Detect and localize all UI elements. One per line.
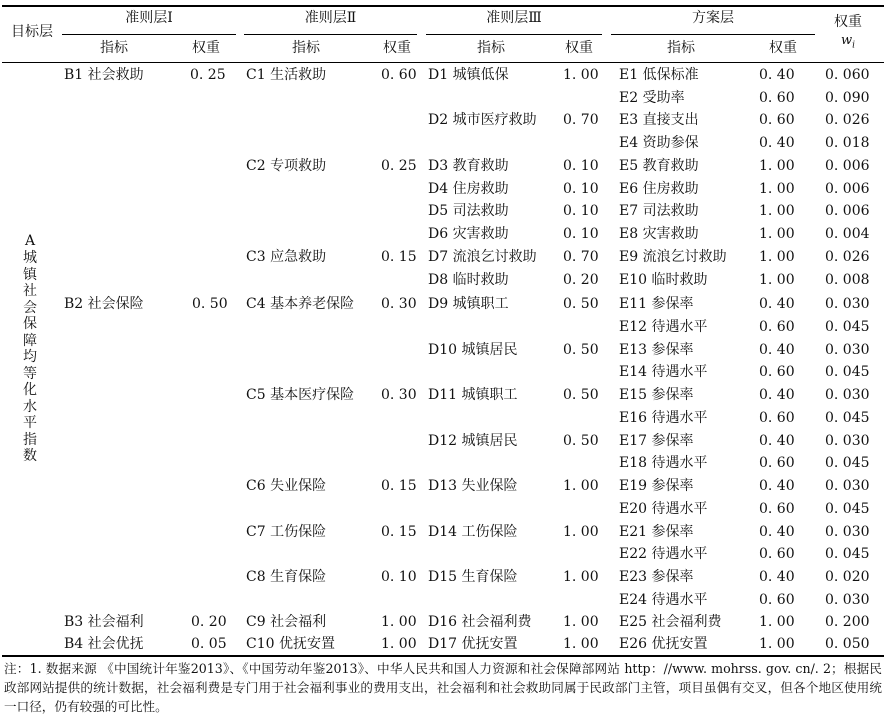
d2-label: D2 城市医疗救助 bbox=[428, 112, 537, 128]
e24-weight: 0. 60 bbox=[759, 592, 795, 608]
header-plan: 方案层 bbox=[692, 10, 734, 26]
header-level3: 准则层Ⅲ bbox=[486, 10, 542, 26]
e16-wi: 0. 045 bbox=[825, 410, 870, 426]
e8-label: E8 灾害救助 bbox=[619, 226, 699, 242]
table-footnote: 注：1. 数据来源 《中国统计年鉴2013》、《中国劳动年鉴2013》、中华人民共和国人力资源和社会保障部网站 http：//www. mohrss. gov. cn/. 2；根据民政部网站提供的统计数据，社会福利费是专门用于社会福利事业的费用支出，社会福利和社会救助同属于民政部门主管，项目虽偶有交叉，但各个地区使用统一口径，仍有较强的可比性。 bbox=[4, 661, 882, 714]
b4-weight: 0. 05 bbox=[191, 636, 227, 652]
d4-weight: 0. 10 bbox=[563, 181, 599, 197]
plan-underline bbox=[611, 34, 815, 35]
e11-wi: 0. 030 bbox=[825, 296, 870, 312]
e13-label: E13 参保率 bbox=[619, 342, 694, 358]
d7-weight: 0. 70 bbox=[563, 249, 599, 265]
d11-weight: 0. 50 bbox=[563, 387, 599, 403]
c2-label: C2 专项救助 bbox=[246, 158, 327, 174]
d15-label: D15 生育保险 bbox=[428, 569, 518, 585]
c6-label: C6 失业保险 bbox=[246, 478, 327, 494]
e18-wi: 0. 045 bbox=[825, 455, 870, 471]
e12-weight: 0. 60 bbox=[759, 319, 795, 335]
e17-weight: 0. 40 bbox=[759, 433, 795, 449]
c10-label: C10 优抚安置 bbox=[246, 636, 335, 652]
e5-label: E5 教育救助 bbox=[619, 158, 699, 174]
b4-label: B4 社会优抚 bbox=[64, 636, 144, 652]
c5-weight: 0. 30 bbox=[381, 387, 417, 403]
c7-weight: 0. 15 bbox=[381, 524, 417, 540]
b2-weight: 0. 50 bbox=[192, 296, 228, 312]
b1-weight: 0. 25 bbox=[190, 67, 226, 83]
d7-label: D7 流浪乞讨救助 bbox=[428, 249, 537, 265]
subheader-b-indicator: 指标 bbox=[100, 40, 128, 56]
e21-weight: 0. 40 bbox=[759, 524, 795, 540]
e5-weight: 1. 00 bbox=[759, 158, 795, 174]
c4-weight: 0. 30 bbox=[381, 296, 417, 312]
d13-label: D13 失业保险 bbox=[428, 478, 518, 494]
e16-weight: 0. 60 bbox=[759, 410, 795, 426]
e13-wi: 0. 030 bbox=[825, 342, 870, 358]
b2-label: B2 社会保险 bbox=[64, 296, 144, 312]
header-weight-symbol bbox=[823, 33, 873, 54]
e26-label: E26 优抚安置 bbox=[619, 636, 708, 652]
b3-label: B3 社会福利 bbox=[64, 614, 144, 630]
e21-wi: 0. 030 bbox=[825, 524, 870, 540]
subheader-c-weight: 权重 bbox=[383, 40, 411, 56]
e17-label: E17 参保率 bbox=[619, 433, 694, 449]
e4-wi: 0. 018 bbox=[825, 135, 870, 151]
level3-underline bbox=[426, 34, 602, 35]
e25-wi: 0. 200 bbox=[825, 614, 870, 630]
d14-weight: 1. 00 bbox=[563, 524, 599, 540]
c2-weight: 0. 25 bbox=[381, 158, 417, 174]
c10-weight: 1. 00 bbox=[381, 636, 417, 652]
target-code: A bbox=[24, 233, 36, 249]
d6-weight: 0. 10 bbox=[563, 226, 599, 242]
e9-label: E9 流浪乞讨救助 bbox=[619, 249, 727, 265]
e20-label: E20 待遇水平 bbox=[619, 501, 708, 517]
e17-wi: 0. 030 bbox=[825, 433, 870, 449]
c9-weight: 1. 00 bbox=[381, 614, 417, 630]
e3-wi: 0. 026 bbox=[825, 112, 870, 128]
subheader-e-indicator: 指标 bbox=[667, 40, 695, 56]
target-name: 城镇社会保障均等化水平指数 bbox=[23, 250, 37, 464]
c3-weight: 0. 15 bbox=[381, 249, 417, 265]
e23-weight: 0. 40 bbox=[759, 569, 795, 585]
d2-weight: 0. 70 bbox=[563, 112, 599, 128]
e6-wi: 0. 006 bbox=[825, 181, 870, 197]
e19-label: E19 参保率 bbox=[619, 478, 694, 494]
e7-weight: 1. 00 bbox=[759, 203, 795, 219]
e2-wi: 0. 090 bbox=[825, 90, 870, 106]
e4-label: E4 资助参保 bbox=[619, 135, 699, 151]
e2-label: E2 受助率 bbox=[619, 90, 685, 106]
weight-symbol-subscript: i bbox=[852, 40, 856, 51]
header-weight: 权重 bbox=[834, 14, 862, 30]
e22-wi: 0. 045 bbox=[825, 546, 870, 562]
e14-wi: 0. 045 bbox=[825, 364, 870, 380]
e1-wi: 0. 060 bbox=[825, 67, 870, 83]
table-top-rule bbox=[2, 5, 884, 7]
subheader-e-weight: 权重 bbox=[769, 40, 797, 56]
e15-label: E15 参保率 bbox=[619, 387, 694, 403]
e20-wi: 0. 045 bbox=[825, 501, 870, 517]
d16-weight: 1. 00 bbox=[563, 614, 599, 630]
subheader-b-weight: 权重 bbox=[192, 40, 220, 56]
e18-weight: 0. 60 bbox=[759, 455, 795, 471]
e25-label: E25 社会福利费 bbox=[619, 614, 722, 630]
e13-weight: 0. 40 bbox=[759, 342, 795, 358]
e18-label: E18 待遇水平 bbox=[619, 455, 708, 471]
d9-label: D9 城镇职工 bbox=[428, 296, 509, 312]
c1-weight: 0. 60 bbox=[381, 67, 417, 83]
e20-weight: 0. 60 bbox=[759, 501, 795, 517]
c8-label: C8 生育保险 bbox=[246, 569, 327, 585]
d1-weight: 1. 00 bbox=[563, 67, 599, 83]
header-target-layer: 目标层 bbox=[11, 24, 53, 40]
e16-label: E16 待遇水平 bbox=[619, 410, 708, 426]
b1-label: B1 社会救助 bbox=[64, 67, 144, 83]
table-bottom-rule bbox=[2, 655, 884, 657]
e22-weight: 0. 60 bbox=[759, 546, 795, 562]
c9-label: C9 社会福利 bbox=[246, 614, 327, 630]
e15-weight: 0. 40 bbox=[759, 387, 795, 403]
e2-weight: 0. 60 bbox=[759, 90, 795, 106]
d3-label: D3 教育救助 bbox=[428, 158, 509, 174]
e12-wi: 0. 045 bbox=[825, 319, 870, 335]
d5-label: D5 司法救助 bbox=[428, 203, 509, 219]
e26-wi: 0. 050 bbox=[825, 636, 870, 652]
subheader-d-weight: 权重 bbox=[565, 40, 593, 56]
c3-label: C3 应急救助 bbox=[246, 249, 327, 265]
c7-label: C7 工伤保险 bbox=[246, 524, 327, 540]
e3-label: E3 直接支出 bbox=[619, 112, 699, 128]
e3-weight: 0. 60 bbox=[759, 112, 795, 128]
d17-weight: 1. 00 bbox=[563, 636, 599, 652]
d10-weight: 0. 50 bbox=[563, 342, 599, 358]
e23-label: E23 参保率 bbox=[619, 569, 694, 585]
e7-label: E7 司法救助 bbox=[619, 203, 699, 219]
c4-label: C4 基本养老保险 bbox=[246, 296, 355, 312]
header-level2: 准则层Ⅱ bbox=[304, 10, 357, 26]
weight-symbol-w: w bbox=[840, 33, 853, 48]
d10-label: D10 城镇居民 bbox=[428, 342, 518, 358]
d8-label: D8 临时救助 bbox=[428, 272, 509, 288]
e9-wi: 0. 026 bbox=[825, 249, 870, 265]
d12-weight: 0. 50 bbox=[563, 433, 599, 449]
e19-weight: 0. 40 bbox=[759, 478, 795, 494]
d12-label: D12 城镇居民 bbox=[428, 433, 518, 449]
e23-wi: 0. 020 bbox=[825, 569, 870, 585]
e5-wi: 0. 006 bbox=[825, 158, 870, 174]
d9-weight: 0. 50 bbox=[563, 296, 599, 312]
d13-weight: 1. 00 bbox=[563, 478, 599, 494]
e1-weight: 0. 40 bbox=[759, 67, 795, 83]
d16-label: D16 社会福利费 bbox=[428, 614, 532, 630]
e11-label: E11 参保率 bbox=[619, 296, 694, 312]
e21-label: E21 参保率 bbox=[619, 524, 694, 540]
level1-underline bbox=[62, 34, 236, 35]
e14-label: E14 待遇水平 bbox=[619, 364, 708, 380]
e8-wi: 0. 004 bbox=[825, 226, 870, 242]
d6-label: D6 灾害救助 bbox=[428, 226, 509, 242]
e24-label: E24 待遇水平 bbox=[619, 592, 708, 608]
e7-wi: 0. 006 bbox=[825, 203, 870, 219]
e12-label: E12 待遇水平 bbox=[619, 319, 708, 335]
e10-weight: 1. 00 bbox=[759, 272, 795, 288]
subheader-d-indicator: 指标 bbox=[477, 40, 505, 56]
e10-wi: 0. 008 bbox=[825, 272, 870, 288]
e9-weight: 1. 00 bbox=[759, 249, 795, 265]
e8-weight: 1. 00 bbox=[759, 226, 795, 242]
e1-label: E1 低保标准 bbox=[619, 67, 699, 83]
e10-label: E10 临时救助 bbox=[619, 272, 708, 288]
e26-weight: 1. 00 bbox=[759, 636, 795, 652]
e6-label: E6 住房救助 bbox=[619, 181, 699, 197]
d3-weight: 0. 10 bbox=[563, 158, 599, 174]
c1-label: C1 生活救助 bbox=[246, 67, 327, 83]
d1-label: D1 城镇低保 bbox=[428, 67, 509, 83]
d5-weight: 0. 10 bbox=[563, 203, 599, 219]
c8-weight: 0. 10 bbox=[381, 569, 417, 585]
header-bottom-rule bbox=[2, 62, 884, 63]
level2-underline bbox=[244, 34, 417, 35]
d17-label: D17 优抚安置 bbox=[428, 636, 518, 652]
e24-wi: 0. 030 bbox=[825, 592, 870, 608]
d11-label: D11 城镇职工 bbox=[428, 387, 518, 403]
e22-label: E22 待遇水平 bbox=[619, 546, 708, 562]
e25-weight: 1. 00 bbox=[759, 614, 795, 630]
e14-weight: 0. 60 bbox=[759, 364, 795, 380]
c5-label: C5 基本医疗保险 bbox=[246, 387, 355, 403]
c6-weight: 0. 15 bbox=[381, 478, 417, 494]
d14-label: D14 工伤保险 bbox=[428, 524, 518, 540]
e19-wi: 0. 030 bbox=[825, 478, 870, 494]
e11-weight: 0. 40 bbox=[759, 296, 795, 312]
d15-weight: 1. 00 bbox=[563, 569, 599, 585]
d8-weight: 0. 20 bbox=[563, 272, 599, 288]
b3-weight: 0. 20 bbox=[191, 614, 227, 630]
e4-weight: 0. 40 bbox=[759, 135, 795, 151]
header-level1: 准则层Ⅰ bbox=[125, 10, 173, 26]
e6-weight: 1. 00 bbox=[759, 181, 795, 197]
e15-wi: 0. 030 bbox=[825, 387, 870, 403]
d4-label: D4 住房救助 bbox=[428, 181, 509, 197]
subheader-c-indicator: 指标 bbox=[292, 40, 320, 56]
